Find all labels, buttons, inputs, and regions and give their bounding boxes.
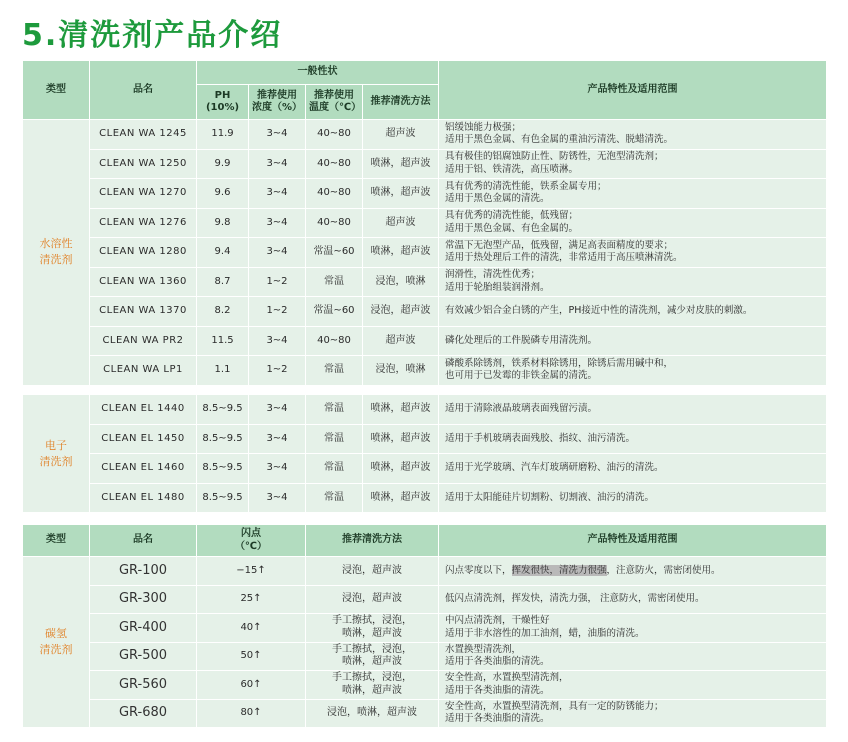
ph-value: 8.5~9.5: [197, 454, 249, 484]
concentration-value: 1~2: [249, 297, 306, 327]
description: 具有优秀的清洗性能，低残留； 适用于黑色金属、有色金属的。: [439, 208, 827, 238]
product-name: CLEAN WA 1280: [90, 238, 197, 268]
highlight-mark: 挥发很快，: [511, 564, 560, 576]
header-general: 一般性状: [197, 61, 439, 85]
product-name: CLEAN WA 1245: [90, 120, 197, 150]
concentration-value: 3~4: [249, 454, 306, 484]
hydrocarbon-table: [22, 524, 827, 728]
method-value: 浸泡，超声波: [306, 557, 439, 586]
description: 有效减少铝合金白锈的产生，PH接近中性的清洗剂，减少对皮肤的刺激。: [439, 297, 827, 327]
product-name: CLEAN EL 1480: [90, 483, 197, 513]
temperature-value: 常温~60: [306, 238, 363, 268]
table-row: [23, 179, 827, 209]
table-row: [23, 326, 827, 356]
concentration-value: 3~4: [249, 238, 306, 268]
description: 具有极佳的铝腐蚀防止性、防锈性，无泡型清洗剂； 适用于铝、铁清洗，高压喷淋。: [439, 149, 827, 179]
table-row: [23, 424, 827, 454]
product-name: CLEAN WA 1270: [90, 179, 197, 209]
temperature-value: 40~80: [306, 179, 363, 209]
water-soluble-table: [22, 60, 827, 386]
description: 适用于太阳能硅片切割粉、切割液、油污的清洗。: [439, 483, 827, 513]
temperature-value: 常温: [306, 356, 363, 386]
flash-point-value: 60↑: [197, 671, 306, 700]
method-value: 浸泡，超声波: [363, 297, 439, 327]
product-name: GR-400: [90, 614, 197, 643]
flash-point-value: 40↑: [197, 614, 306, 643]
product-name: GR-680: [90, 699, 197, 728]
description: 铝缓蚀能力极强； 适用于黑色金属、有色金属的重油污清洗、脱蜡清洗。: [439, 120, 827, 150]
product-name: CLEAN EL 1460: [90, 454, 197, 484]
ph-value: 9.4: [197, 238, 249, 268]
temperature-value: 常温~60: [306, 297, 363, 327]
method-value: 喷淋，超声波: [363, 179, 439, 209]
header-method: 推荐清洗方法: [363, 85, 439, 120]
description: 适用于光学玻璃、汽车灯玻璃研磨粉、油污的清洗。: [439, 454, 827, 484]
table-row: [23, 297, 827, 327]
temperature-value: 常温: [306, 395, 363, 425]
temperature-value: 常温: [306, 424, 363, 454]
page-title: 5.清洗剂产品介绍: [22, 18, 283, 53]
header-flash-point: 闪点 （℃）: [197, 525, 306, 557]
method-value: 喷淋，超声波: [363, 483, 439, 513]
table-row: [23, 238, 827, 268]
ph-value: 9.8: [197, 208, 249, 238]
product-name: CLEAN WA 1360: [90, 267, 197, 297]
product-name: CLEAN EL 1440: [90, 395, 197, 425]
table-row: [23, 557, 827, 586]
description: 安全性高，水置换型清洗剂， 适用于各类油脂的清洗。: [439, 671, 827, 700]
ph-value: 8.5~9.5: [197, 395, 249, 425]
table-row: [23, 395, 827, 425]
category-water-soluble: 水溶性 清洗剂: [23, 120, 90, 386]
ph-value: 8.2: [197, 297, 249, 327]
header-desc: 产品特性及适用范围: [439, 525, 827, 557]
product-name: GR-560: [90, 671, 197, 700]
table-row: [23, 208, 827, 238]
method-value: 喷淋，超声波: [363, 238, 439, 268]
electronic-table: [22, 394, 827, 513]
product-name: CLEAN WA PR2: [90, 326, 197, 356]
product-name: CLEAN WA 1276: [90, 208, 197, 238]
product-name: CLEAN WA 1250: [90, 149, 197, 179]
header-type: 类型: [23, 61, 90, 120]
method-value: 手工擦拭，浸泡， 喷淋，超声波: [306, 614, 439, 643]
method-value: 超声波: [363, 208, 439, 238]
product-name: GR-100: [90, 557, 197, 586]
product-name: CLEAN EL 1450: [90, 424, 197, 454]
product-name: CLEAN WA LP1: [90, 356, 197, 386]
method-value: 浸泡，喷淋: [363, 267, 439, 297]
header-desc: 产品特性及适用范围: [439, 61, 827, 120]
temperature-value: 常温: [306, 483, 363, 513]
method-value: 浸泡，喷淋: [363, 356, 439, 386]
header-type: 类型: [23, 525, 90, 557]
ph-value: 11.5: [197, 326, 249, 356]
temperature-value: 常温: [306, 267, 363, 297]
method-value: 浸泡，喷淋，超声波: [306, 699, 439, 728]
ph-value: 11.9: [197, 120, 249, 150]
table-row: [23, 642, 827, 671]
ph-value: 9.6: [197, 179, 249, 209]
description: 磷化处理后的工件脱磷专用清洗剂。: [439, 326, 827, 356]
temperature-value: 40~80: [306, 149, 363, 179]
flash-point-value: 80↑: [197, 699, 306, 728]
description: 适用于手机玻璃表面残胶、指纹、油污清洗。: [439, 424, 827, 454]
temperature-value: 40~80: [306, 326, 363, 356]
table-row: [23, 356, 827, 386]
concentration-value: 3~4: [249, 424, 306, 454]
method-value: 超声波: [363, 326, 439, 356]
header-method: 推荐清洗方法: [306, 525, 439, 557]
ph-value: 8.5~9.5: [197, 424, 249, 454]
header-ph: PH (10%): [197, 85, 249, 120]
method-value: 喷淋，超声波: [363, 395, 439, 425]
concentration-value: 3~4: [249, 208, 306, 238]
product-name: GR-500: [90, 642, 197, 671]
table-row: [23, 585, 827, 614]
temperature-value: 40~80: [306, 208, 363, 238]
header-conc: 推荐使用 浓度（%）: [249, 85, 306, 120]
concentration-value: 1~2: [249, 267, 306, 297]
header-name: 品名: [90, 525, 197, 557]
method-value: 浸泡，超声波: [306, 585, 439, 614]
table-row: [23, 267, 827, 297]
category-electronic: 电子 清洗剂: [23, 395, 90, 513]
method-value: 喷淋，超声波: [363, 424, 439, 454]
concentration-value: 3~4: [249, 483, 306, 513]
header-temp: 推荐使用 温度（℃）: [306, 85, 363, 120]
method-value: 超声波: [363, 120, 439, 150]
description: 水置换型清洗剂， 适用于各类油脂的清洗。: [439, 642, 827, 671]
table-row: [23, 149, 827, 179]
flash-point-value: −15↑: [197, 557, 306, 586]
product-name: CLEAN WA 1370: [90, 297, 197, 327]
description: 磷酸系除锈剂，铁系材料除锈用，除锈后需用碱中和， 也可用于已发霉的非铁金属的清洗。: [439, 356, 827, 386]
temperature-value: 常温: [306, 454, 363, 484]
ph-value: 1.1: [197, 356, 249, 386]
highlight-mark: 清洗力很强: [559, 564, 607, 576]
description: 常温下无泡型产品，低残留，满足高表面精度的要求； 适用于热处理后工件的清洗，非常适用于高压喷淋清洗。: [439, 238, 827, 268]
concentration-value: 3~4: [249, 120, 306, 150]
concentration-value: 3~4: [249, 326, 306, 356]
table-row: [23, 120, 827, 150]
header-name: 品名: [90, 61, 197, 120]
flash-point-value: 25↑: [197, 585, 306, 614]
concentration-value: 3~4: [249, 395, 306, 425]
concentration-value: 1~2: [249, 356, 306, 386]
description: 润滑性，清洗性优秀； 适用于轮胎组装润滑剂。: [439, 267, 827, 297]
ph-value: 9.9: [197, 149, 249, 179]
temperature-value: 40~80: [306, 120, 363, 150]
ph-value: 8.7: [197, 267, 249, 297]
category-hydrocarbon: 碳氢 清洗剂: [23, 557, 90, 728]
concentration-value: 3~4: [249, 179, 306, 209]
table-row: [23, 671, 827, 700]
product-name: GR-300: [90, 585, 197, 614]
table-row: [23, 454, 827, 484]
description: 适用于清除液晶玻璃表面残留污渍。: [439, 395, 827, 425]
description: 低闪点清洗剂，挥发快，清洗力强， 注意防火，需密闭使用。: [439, 585, 827, 614]
method-value: 喷淋，超声波: [363, 454, 439, 484]
description: 安全性高，水置换型清洗剂，具有一定的防锈能力； 适用于各类油脂的清洗。: [439, 699, 827, 728]
method-value: 手工擦拭，浸泡， 喷淋，超声波: [306, 642, 439, 671]
table-row: [23, 614, 827, 643]
description: 具有优秀的清洗性能，铁系金属专用； 适用于黑色金属的清洗。: [439, 179, 827, 209]
flash-point-value: 50↑: [197, 642, 306, 671]
description: 中闪点清洗剂，干燥性好 适用于非水溶性的加工油剂，蜡，油脂的清洗。: [439, 614, 827, 643]
description: 闪点零度以下，挥发很快，清洗力很强，注意防火，需密闭使用。: [439, 557, 827, 586]
method-value: 喷淋，超声波: [363, 149, 439, 179]
ph-value: 8.5~9.5: [197, 483, 249, 513]
table-row: [23, 483, 827, 513]
table-row: [23, 699, 827, 728]
method-value: 手工擦拭，浸泡， 喷淋，超声波: [306, 671, 439, 700]
concentration-value: 3~4: [249, 149, 306, 179]
